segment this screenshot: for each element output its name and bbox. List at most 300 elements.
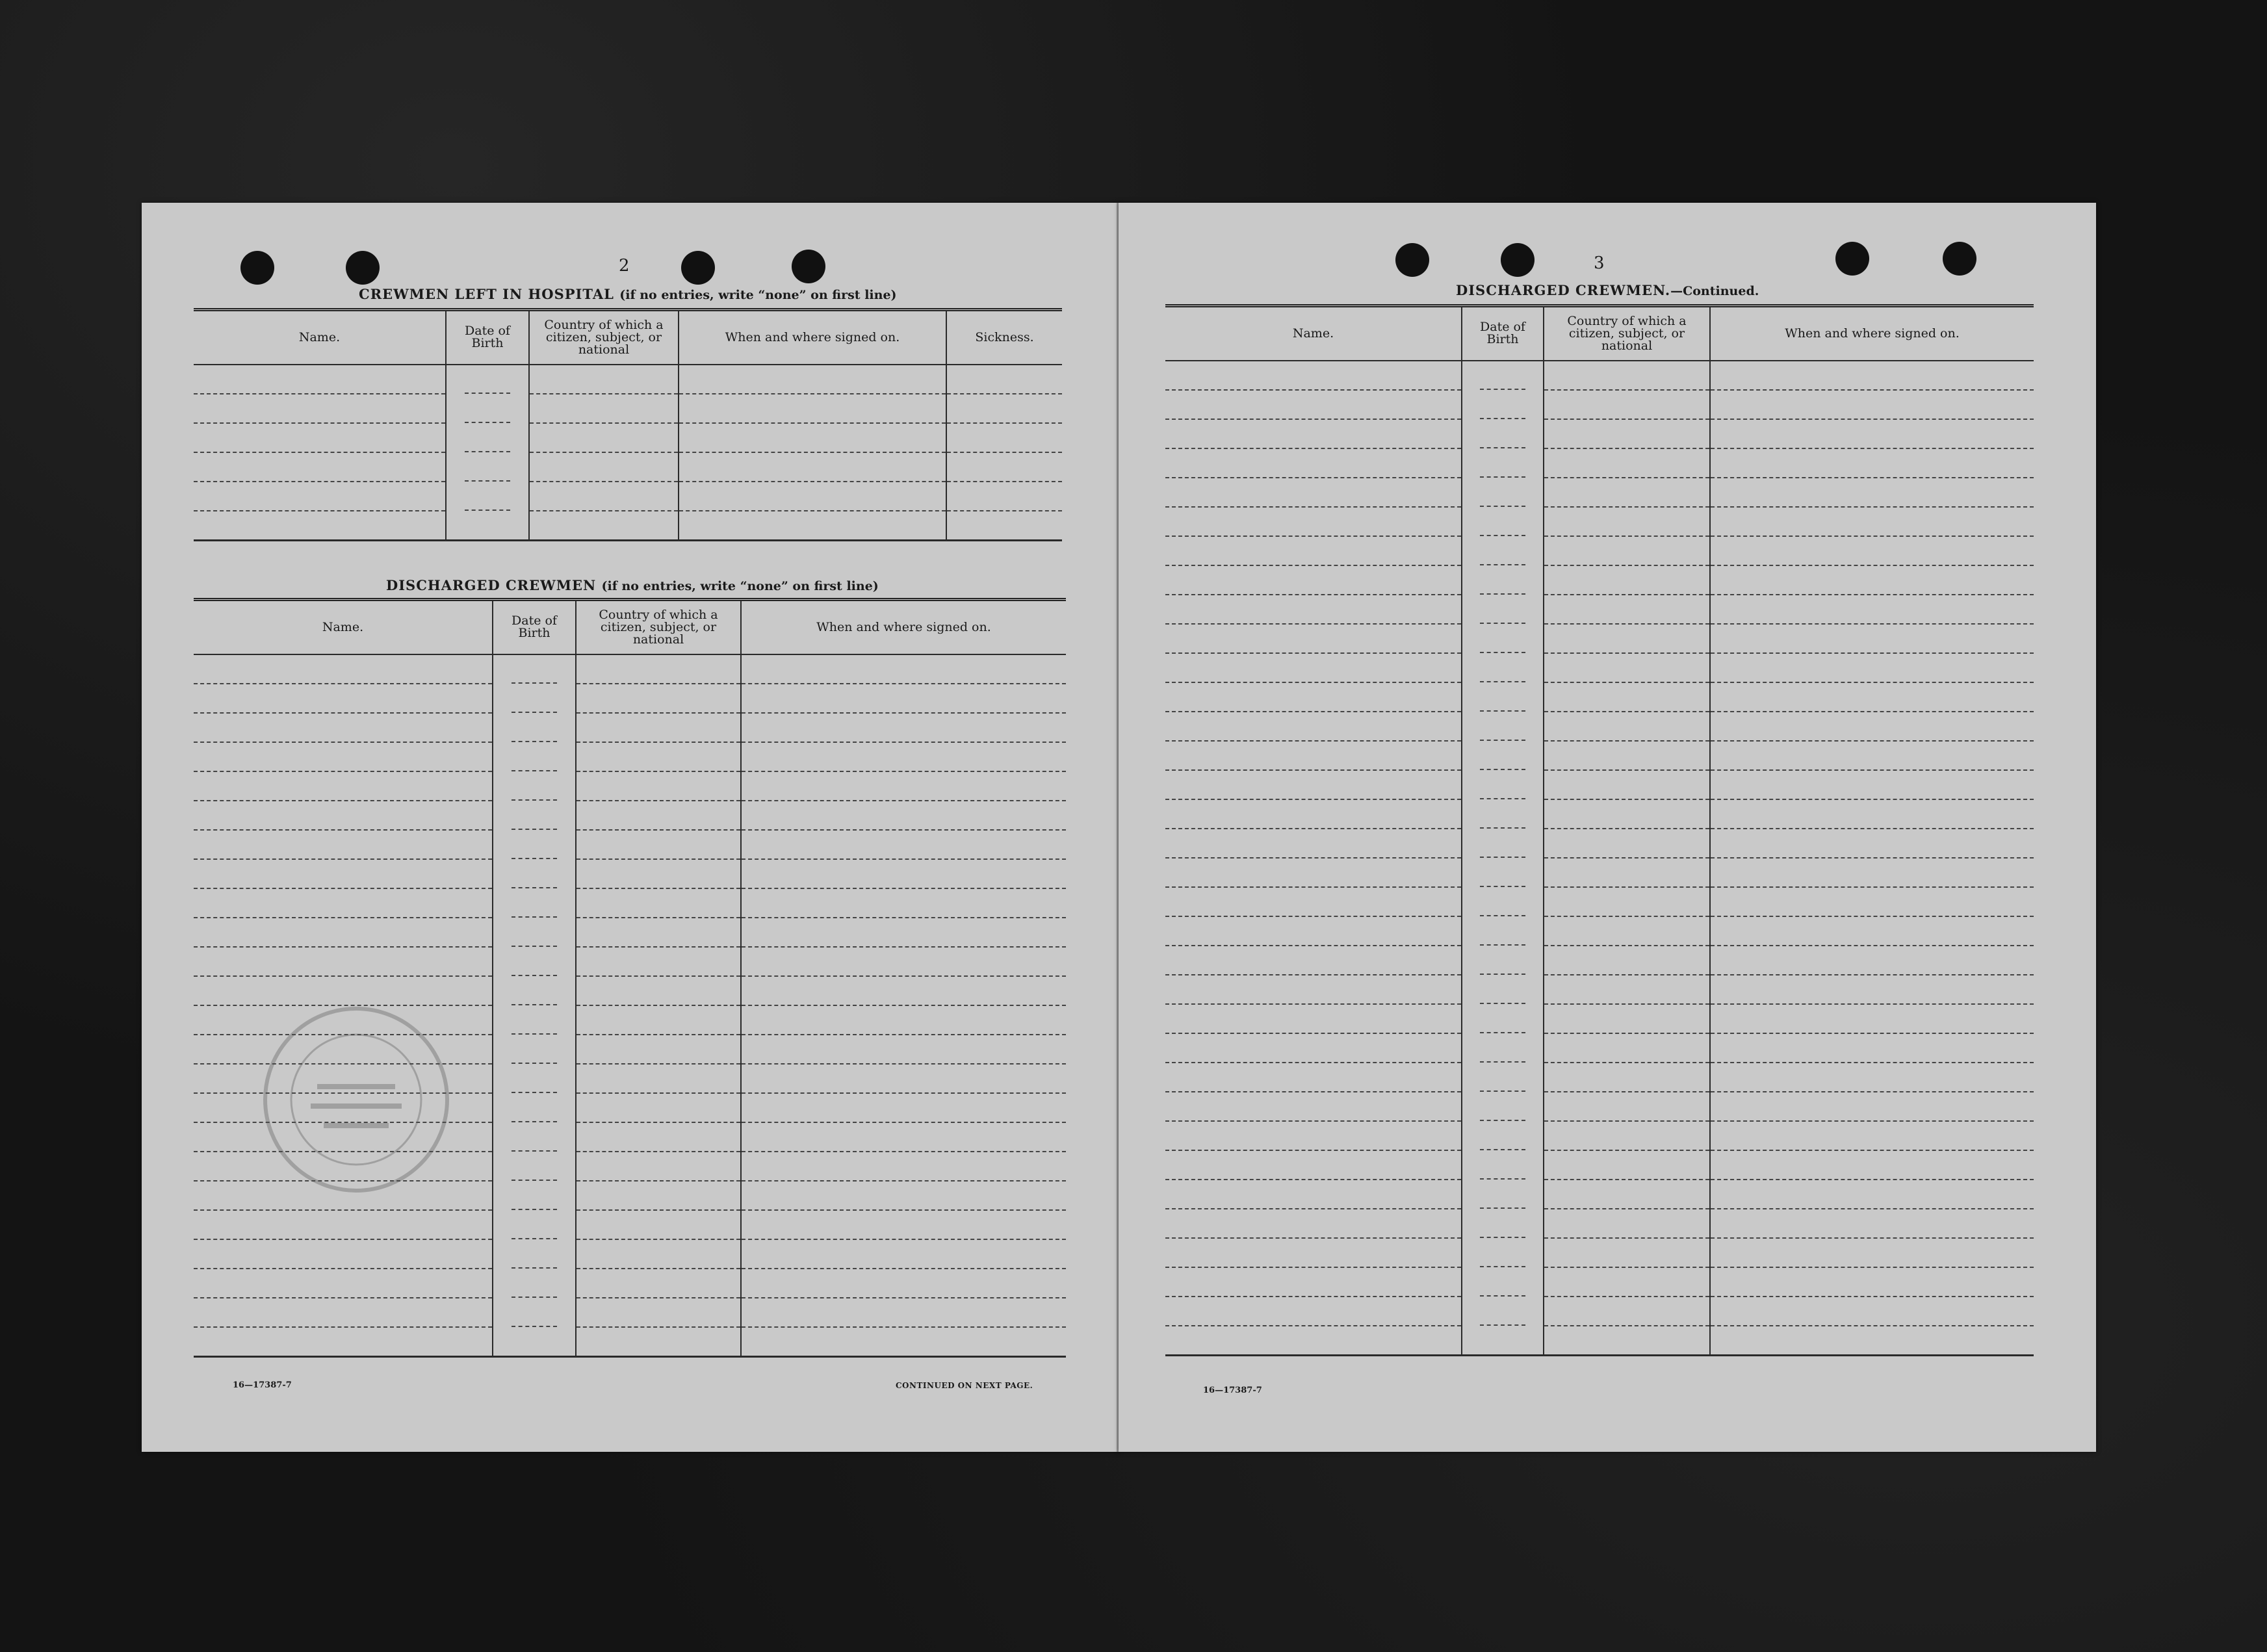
entry-cell[interactable] xyxy=(576,713,741,742)
entry-cell[interactable] xyxy=(1462,361,1544,390)
column-header: Name. xyxy=(194,600,493,654)
entry-cell[interactable] xyxy=(1544,595,1710,624)
entry-cell[interactable] xyxy=(741,1005,1066,1035)
entry-cell[interactable] xyxy=(1710,741,2034,770)
entry-cell[interactable] xyxy=(1544,829,1710,858)
entry-cell[interactable] xyxy=(1710,1092,2034,1121)
table-row xyxy=(194,1298,1066,1327)
entry-cell[interactable] xyxy=(1462,770,1544,799)
entry-cell[interactable] xyxy=(1165,536,1462,565)
entry-cell[interactable] xyxy=(493,742,576,771)
table-row xyxy=(194,654,1066,684)
entry-cell[interactable] xyxy=(1544,1180,1710,1209)
entry-cell[interactable] xyxy=(679,482,946,511)
discharged-continued-title xyxy=(1456,282,1759,298)
entry-cell[interactable] xyxy=(1462,1326,1544,1356)
entry-cell[interactable] xyxy=(1462,1063,1544,1092)
entry-cell[interactable] xyxy=(493,654,576,684)
entry-cell[interactable] xyxy=(1710,1121,2034,1150)
entry-cell[interactable] xyxy=(741,830,1066,859)
entry-cell[interactable] xyxy=(1710,653,2034,682)
table-row xyxy=(194,684,1066,713)
entry-cell[interactable] xyxy=(1544,536,1710,565)
entry-cell[interactable] xyxy=(1165,1033,1462,1063)
entry-cell[interactable] xyxy=(1710,682,2034,712)
entry-cell[interactable] xyxy=(1165,916,1462,946)
entry-cell[interactable] xyxy=(1462,1150,1544,1180)
entry-cell[interactable] xyxy=(1462,507,1544,536)
entry-cell[interactable] xyxy=(194,947,493,976)
entry-cell[interactable] xyxy=(741,1122,1066,1152)
entry-cell[interactable] xyxy=(1710,595,2034,624)
entry-cell[interactable] xyxy=(741,713,1066,742)
entry-cell[interactable] xyxy=(194,1327,493,1357)
entry-cell[interactable] xyxy=(576,1269,741,1298)
entry-cell[interactable] xyxy=(741,684,1066,713)
entry-cell[interactable] xyxy=(493,947,576,976)
entry-cell[interactable] xyxy=(741,859,1066,888)
entry-cell[interactable] xyxy=(1544,1209,1710,1238)
entry-cell[interactable] xyxy=(1462,653,1544,682)
entry-cell[interactable] xyxy=(194,511,446,541)
entry-cell[interactable] xyxy=(1462,975,1544,1004)
entry-cell[interactable] xyxy=(576,1093,741,1122)
entry-cell[interactable] xyxy=(1462,478,1544,507)
entry-cell[interactable] xyxy=(493,1269,576,1298)
entry-cell[interactable] xyxy=(1710,1326,2034,1356)
entry-cell[interactable] xyxy=(741,1327,1066,1357)
entry-cell[interactable] xyxy=(1165,565,1462,595)
entry-cell[interactable] xyxy=(1165,1297,1462,1326)
entry-cell[interactable] xyxy=(1462,390,1544,419)
entry-cell[interactable] xyxy=(493,684,576,713)
entry-cell[interactable] xyxy=(1544,361,1710,390)
entry-cell[interactable] xyxy=(194,1269,493,1298)
entry-cell[interactable] xyxy=(1544,1092,1710,1121)
entry-cell[interactable] xyxy=(1462,595,1544,624)
entry-cell[interactable] xyxy=(1710,565,2034,595)
entry-cell[interactable] xyxy=(1710,712,2034,741)
column-header: When and where signed on. xyxy=(1710,306,2034,361)
entry-cell[interactable] xyxy=(946,452,1062,482)
entry-cell[interactable] xyxy=(1165,712,1462,741)
entry-cell[interactable] xyxy=(446,394,529,423)
entry-cell[interactable] xyxy=(493,888,576,918)
entry-cell[interactable] xyxy=(1544,565,1710,595)
entry-cell[interactable] xyxy=(493,918,576,947)
entry-cell[interactable] xyxy=(576,976,741,1005)
entry-cell[interactable] xyxy=(446,423,529,452)
entry-cell[interactable] xyxy=(1544,1033,1710,1063)
entry-cell[interactable] xyxy=(1544,1063,1710,1092)
continued-note: CONTINUED ON NEXT PAGE. xyxy=(896,1381,1033,1390)
entry-cell[interactable] xyxy=(576,1298,741,1327)
entry-cell[interactable] xyxy=(1710,448,2034,478)
entry-cell[interactable] xyxy=(493,859,576,888)
entry-cell[interactable] xyxy=(194,713,493,742)
entry-cell[interactable] xyxy=(1462,624,1544,653)
entry-cell[interactable] xyxy=(1165,448,1462,478)
entry-cell[interactable] xyxy=(741,888,1066,918)
entry-cell[interactable] xyxy=(1165,419,1462,448)
entry-cell[interactable] xyxy=(529,482,679,511)
entry-cell[interactable] xyxy=(576,654,741,684)
entry-cell[interactable] xyxy=(576,1181,741,1210)
entry-cell[interactable] xyxy=(741,1064,1066,1093)
entry-cell[interactable] xyxy=(1544,770,1710,799)
entry-cell[interactable] xyxy=(1710,419,2034,448)
entry-cell[interactable] xyxy=(679,423,946,452)
entry-cell[interactable] xyxy=(493,713,576,742)
entry-cell[interactable] xyxy=(741,742,1066,771)
entry-cell[interactable] xyxy=(946,394,1062,423)
entry-cell[interactable] xyxy=(1544,1297,1710,1326)
entry-cell[interactable] xyxy=(576,1239,741,1269)
entry-cell[interactable] xyxy=(1165,390,1462,419)
entry-cell[interactable] xyxy=(1710,887,2034,916)
entry-cell[interactable] xyxy=(1462,916,1544,946)
table-row xyxy=(194,976,1066,1005)
entry-cell[interactable] xyxy=(493,1152,576,1181)
entry-cell[interactable] xyxy=(194,1298,493,1327)
entry-cell[interactable] xyxy=(1710,507,2034,536)
entry-cell[interactable] xyxy=(1165,1209,1462,1238)
discharged-section-title xyxy=(386,577,879,593)
entry-cell[interactable] xyxy=(1165,361,1462,390)
entry-cell[interactable] xyxy=(1544,1326,1710,1356)
entry-cell[interactable] xyxy=(946,511,1062,541)
entry-cell[interactable] xyxy=(576,1035,741,1064)
entry-cell[interactable] xyxy=(493,771,576,801)
entry-cell[interactable] xyxy=(1462,536,1544,565)
entry-cell[interactable] xyxy=(493,976,576,1005)
entry-cell[interactable] xyxy=(741,918,1066,947)
entry-cell[interactable] xyxy=(1165,829,1462,858)
entry-cell[interactable] xyxy=(1544,478,1710,507)
entry-cell[interactable] xyxy=(493,1035,576,1064)
entry-cell[interactable] xyxy=(1165,624,1462,653)
entry-cell[interactable] xyxy=(1165,1004,1462,1033)
entry-cell[interactable] xyxy=(1544,507,1710,536)
form-page-left xyxy=(142,203,1120,1452)
entry-cell[interactable] xyxy=(1462,887,1544,916)
entry-cell[interactable] xyxy=(1165,1150,1462,1180)
table-row xyxy=(194,742,1066,771)
entry-cell[interactable] xyxy=(1462,1033,1544,1063)
entry-cell[interactable] xyxy=(1165,858,1462,887)
table-row xyxy=(1165,682,2034,712)
entry-cell[interactable] xyxy=(446,452,529,482)
entry-cell[interactable] xyxy=(1544,419,1710,448)
entry-cell[interactable] xyxy=(1165,1180,1462,1209)
table-row xyxy=(1165,1209,2034,1238)
table-row xyxy=(1165,946,2034,975)
entry-cell[interactable] xyxy=(1710,858,2034,887)
entry-cell[interactable] xyxy=(1165,1267,1462,1297)
table-header-row xyxy=(194,600,1066,654)
table-row xyxy=(194,482,1062,511)
table-header-row xyxy=(1165,306,2034,361)
entry-cell[interactable] xyxy=(493,801,576,830)
punch-hole-icon xyxy=(681,251,715,285)
table-row xyxy=(1165,916,2034,946)
entry-cell[interactable] xyxy=(1462,448,1544,478)
entry-cell[interactable] xyxy=(946,423,1062,452)
entry-cell[interactable] xyxy=(1462,1238,1544,1267)
entry-cell[interactable] xyxy=(1165,507,1462,536)
entry-cell[interactable] xyxy=(493,1239,576,1269)
entry-cell[interactable] xyxy=(1710,946,2034,975)
entry-cell[interactable] xyxy=(1710,361,2034,390)
entry-cell[interactable] xyxy=(576,888,741,918)
entry-cell[interactable] xyxy=(1544,1238,1710,1267)
entry-cell[interactable] xyxy=(194,859,493,888)
entry-cell[interactable] xyxy=(1544,887,1710,916)
entry-cell[interactable] xyxy=(1710,916,2034,946)
entry-cell[interactable] xyxy=(1710,829,2034,858)
entry-cell[interactable] xyxy=(194,888,493,918)
entry-cell[interactable] xyxy=(1710,478,2034,507)
entry-cell[interactable] xyxy=(194,976,493,1005)
entry-cell[interactable] xyxy=(1544,916,1710,946)
entry-cell[interactable] xyxy=(741,1210,1066,1239)
entry-cell[interactable] xyxy=(529,394,679,423)
entry-cell[interactable] xyxy=(194,452,446,482)
entry-cell[interactable] xyxy=(679,511,946,541)
entry-cell[interactable] xyxy=(1710,1063,2034,1092)
entry-cell[interactable] xyxy=(1710,1267,2034,1297)
entry-cell[interactable] xyxy=(576,859,741,888)
entry-cell[interactable] xyxy=(1544,712,1710,741)
entry-cell[interactable] xyxy=(493,830,576,859)
entry-cell[interactable] xyxy=(741,801,1066,830)
table-row xyxy=(194,1327,1066,1357)
entry-cell[interactable] xyxy=(529,511,679,541)
entry-cell[interactable] xyxy=(741,1269,1066,1298)
entry-cell[interactable] xyxy=(1710,975,2034,1004)
table-row xyxy=(1165,1121,2034,1150)
column-header: Date of Birth xyxy=(446,310,529,365)
entry-cell[interactable] xyxy=(1710,1150,2034,1180)
entry-cell[interactable] xyxy=(1462,799,1544,829)
entry-cell[interactable] xyxy=(493,1327,576,1357)
entry-cell[interactable] xyxy=(194,423,446,452)
entry-cell[interactable] xyxy=(1710,536,2034,565)
entry-cell[interactable] xyxy=(194,394,446,423)
entry-cell[interactable] xyxy=(1165,770,1462,799)
entry-cell[interactable] xyxy=(1710,1297,2034,1326)
entry-cell[interactable] xyxy=(1165,595,1462,624)
entry-cell[interactable] xyxy=(194,918,493,947)
table-row xyxy=(194,394,1062,423)
entry-cell[interactable] xyxy=(1710,1238,2034,1267)
entry-cell[interactable] xyxy=(194,801,493,830)
table-row xyxy=(1165,1180,2034,1209)
entry-cell[interactable] xyxy=(1165,653,1462,682)
entry-cell[interactable] xyxy=(679,452,946,482)
entry-cell[interactable] xyxy=(1462,712,1544,741)
table-row xyxy=(1165,1033,2034,1063)
entry-cell[interactable] xyxy=(1544,624,1710,653)
table-row xyxy=(194,947,1066,976)
entry-cell[interactable] xyxy=(1544,448,1710,478)
entry-cell[interactable] xyxy=(1544,799,1710,829)
entry-cell[interactable] xyxy=(1544,741,1710,770)
entry-cell[interactable] xyxy=(1165,741,1462,770)
entry-cell[interactable] xyxy=(576,771,741,801)
entry-cell[interactable] xyxy=(1462,1297,1544,1326)
entry-cell[interactable] xyxy=(194,1210,493,1239)
table-row xyxy=(194,423,1062,452)
entry-cell[interactable] xyxy=(946,482,1062,511)
entry-cell[interactable] xyxy=(1462,1180,1544,1209)
entry-cell[interactable] xyxy=(576,742,741,771)
entry-cell[interactable] xyxy=(1165,1121,1462,1150)
entry-cell[interactable] xyxy=(741,1093,1066,1122)
entry-cell[interactable] xyxy=(1165,946,1462,975)
entry-cell[interactable] xyxy=(493,1093,576,1122)
entry-cell[interactable] xyxy=(576,801,741,830)
entry-cell[interactable] xyxy=(1710,770,2034,799)
entry-cell[interactable] xyxy=(446,482,529,511)
entry-cell[interactable] xyxy=(576,1122,741,1152)
entry-cell[interactable] xyxy=(1462,1267,1544,1297)
punch-hole-icon xyxy=(1943,242,1976,276)
entry-cell[interactable] xyxy=(1462,1209,1544,1238)
entry-cell[interactable] xyxy=(1710,1209,2034,1238)
entry-cell[interactable] xyxy=(741,1035,1066,1064)
entry-cell[interactable] xyxy=(679,394,946,423)
entry-cell[interactable] xyxy=(194,1239,493,1269)
entry-cell[interactable] xyxy=(529,423,679,452)
entry-cell[interactable] xyxy=(1165,1326,1462,1356)
entry-cell[interactable] xyxy=(1544,390,1710,419)
column-header: Country of which a citizen, subject, or national xyxy=(1544,306,1710,361)
entry-cell[interactable] xyxy=(493,1181,576,1210)
table-row xyxy=(1165,507,2034,536)
table-row xyxy=(1165,829,2034,858)
entry-cell[interactable] xyxy=(493,1122,576,1152)
entry-cell[interactable] xyxy=(1544,1121,1710,1150)
table-row xyxy=(194,771,1066,801)
entry-cell[interactable] xyxy=(194,742,493,771)
entry-cell[interactable] xyxy=(1544,946,1710,975)
entry-cell[interactable] xyxy=(576,918,741,947)
entry-cell[interactable] xyxy=(1544,653,1710,682)
entry-cell[interactable] xyxy=(576,1064,741,1093)
table-row xyxy=(1165,741,2034,770)
entry-cell[interactable] xyxy=(493,1005,576,1035)
entry-cell[interactable] xyxy=(741,654,1066,684)
column-header: Name. xyxy=(194,310,446,365)
entry-cell[interactable] xyxy=(1544,1267,1710,1297)
entry-cell[interactable] xyxy=(946,365,1062,394)
entry-cell[interactable] xyxy=(1462,565,1544,595)
entry-cell[interactable] xyxy=(493,1298,576,1327)
entry-cell[interactable] xyxy=(576,1005,741,1035)
entry-cell[interactable] xyxy=(741,1181,1066,1210)
entry-cell[interactable] xyxy=(1165,887,1462,916)
entry-cell[interactable] xyxy=(1710,799,2034,829)
entry-cell[interactable] xyxy=(741,976,1066,1005)
entry-cell[interactable] xyxy=(741,1298,1066,1327)
entry-cell[interactable] xyxy=(576,1152,741,1181)
entry-cell[interactable] xyxy=(446,365,529,394)
entry-cell[interactable] xyxy=(1710,1180,2034,1209)
discharged-continued-table xyxy=(1165,304,2034,1356)
column-header: Country of which a citizen, subject, or national xyxy=(529,310,679,365)
table-row xyxy=(194,801,1066,830)
table-row xyxy=(194,859,1066,888)
entry-cell[interactable] xyxy=(1462,741,1544,770)
entry-cell[interactable] xyxy=(741,771,1066,801)
entry-cell[interactable] xyxy=(576,1327,741,1357)
entry-cell[interactable] xyxy=(194,365,446,394)
entry-cell[interactable] xyxy=(194,830,493,859)
entry-cell[interactable] xyxy=(1462,1092,1544,1121)
entry-cell[interactable] xyxy=(493,1210,576,1239)
entry-cell[interactable] xyxy=(1462,858,1544,887)
entry-cell[interactable] xyxy=(576,1210,741,1239)
entry-cell[interactable] xyxy=(194,684,493,713)
entry-cell[interactable] xyxy=(194,482,446,511)
entry-cell[interactable] xyxy=(1165,682,1462,712)
entry-cell[interactable] xyxy=(741,947,1066,976)
entry-cell[interactable] xyxy=(576,947,741,976)
entry-cell[interactable] xyxy=(446,511,529,541)
entry-cell[interactable] xyxy=(194,654,493,684)
entry-cell[interactable] xyxy=(1544,682,1710,712)
entry-cell[interactable] xyxy=(576,684,741,713)
table-row xyxy=(1165,536,2034,565)
entry-cell[interactable] xyxy=(1165,1238,1462,1267)
entry-cell[interactable] xyxy=(1165,975,1462,1004)
entry-cell[interactable] xyxy=(1165,1092,1462,1121)
table-row xyxy=(194,918,1066,947)
entry-cell[interactable] xyxy=(1462,829,1544,858)
entry-cell[interactable] xyxy=(1462,682,1544,712)
entry-cell[interactable] xyxy=(529,452,679,482)
entry-cell[interactable] xyxy=(1462,1121,1544,1150)
entry-cell[interactable] xyxy=(529,365,679,394)
entry-cell[interactable] xyxy=(1710,1004,2034,1033)
entry-cell[interactable] xyxy=(1710,1033,2034,1063)
entry-cell[interactable] xyxy=(1165,478,1462,507)
entry-cell[interactable] xyxy=(1165,1063,1462,1092)
form-number: 16—17387-7 xyxy=(233,1380,292,1390)
entry-cell[interactable] xyxy=(741,1152,1066,1181)
entry-cell[interactable] xyxy=(741,1239,1066,1269)
entry-cell[interactable] xyxy=(194,771,493,801)
table-row xyxy=(1165,478,2034,507)
entry-cell[interactable] xyxy=(679,365,946,394)
entry-cell[interactable] xyxy=(1462,419,1544,448)
entry-cell[interactable] xyxy=(1462,1004,1544,1033)
entry-cell[interactable] xyxy=(576,830,741,859)
entry-cell[interactable] xyxy=(1544,975,1710,1004)
entry-cell[interactable] xyxy=(1165,799,1462,829)
entry-cell[interactable] xyxy=(1710,624,2034,653)
entry-cell[interactable] xyxy=(1544,858,1710,887)
entry-cell[interactable] xyxy=(493,1064,576,1093)
entry-cell[interactable] xyxy=(1544,1004,1710,1033)
continued-table-body xyxy=(1165,361,2034,1356)
entry-cell[interactable] xyxy=(1710,390,2034,419)
entry-cell[interactable] xyxy=(1462,946,1544,975)
table-row xyxy=(1165,712,2034,741)
entry-cell[interactable] xyxy=(1544,1150,1710,1180)
punch-hole-icon xyxy=(1395,243,1429,277)
